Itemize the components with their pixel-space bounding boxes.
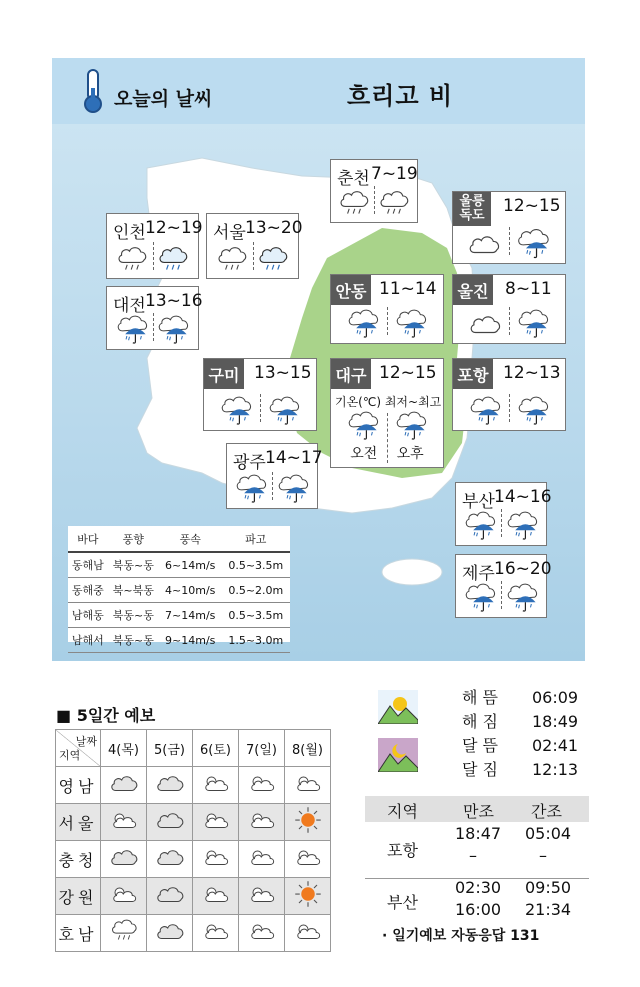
city-temp: 12~13 <box>503 363 561 383</box>
table-row: 남해동 북동~동 7~14m/s 0.5~3.5m <box>68 603 290 628</box>
umbrella-rain-icon <box>505 583 539 613</box>
forecast-row <box>56 841 331 878</box>
umbrella-rain-icon <box>276 474 310 504</box>
sea-header: 바다 <box>68 526 108 552</box>
forecast-title: ■ 5일간 예보 <box>56 706 156 725</box>
umbrella-rain-icon <box>267 396 301 426</box>
city-temp: 13~15 <box>254 363 312 383</box>
partly-cloudy-icon <box>293 773 323 793</box>
region-label: 강원 <box>56 878 101 915</box>
table-row: 동해남 북동~동 6~14m/s 0.5~3.5m <box>68 552 290 578</box>
forecast-row <box>56 915 331 952</box>
city-name: 서울 <box>213 223 246 243</box>
tide-row-pohang: 포항 18:47 – 05:04 – <box>365 822 589 879</box>
city-name: 인천 <box>113 223 146 243</box>
cloud-rain-icon <box>216 246 248 274</box>
partly-cloudy-icon <box>247 847 277 867</box>
city-box-uljin <box>452 274 566 344</box>
city-name: 대전 <box>113 296 146 316</box>
city-name: 제주 <box>462 564 495 584</box>
day-header: 4(목) <box>101 730 147 767</box>
cloudy-icon <box>155 847 185 867</box>
partly-cloudy-icon <box>201 847 231 867</box>
day-header: 8(월) <box>285 730 331 767</box>
city-box-ulleung-dokdo <box>452 191 566 264</box>
sunrise-icon <box>378 690 418 724</box>
partly-cloudy-icon <box>109 810 139 830</box>
partly-cloudy-icon <box>293 921 323 941</box>
city-tag: 울릉 독도 <box>453 192 491 226</box>
region-label: 충청 <box>56 841 101 878</box>
umbrella-rain-icon <box>516 396 550 426</box>
city-temp: 13~16 <box>145 291 203 311</box>
umbrella-rain-icon <box>515 229 551 259</box>
forecast-row <box>56 878 331 915</box>
header-title: 오늘의 날씨 <box>114 88 213 110</box>
partly-cloudy-icon <box>201 810 231 830</box>
map-header <box>52 58 585 124</box>
temp-legend: 기온(℃) 최저~최고 <box>335 395 442 409</box>
region-label: 서울 <box>56 804 101 841</box>
umbrella-rain-icon <box>463 583 497 613</box>
umbrella-rain-icon <box>394 309 428 339</box>
cloud-icon <box>467 231 501 257</box>
five-day-forecast-table <box>55 729 331 952</box>
sea-conditions-table <box>68 526 290 647</box>
cloud-rain-icon <box>257 246 289 274</box>
cloud-rain-icon <box>157 246 189 274</box>
tide-row-busan: 부산 02:30 16:00 09:50 21:34 <box>387 878 572 919</box>
am-label: 오전 <box>350 446 378 462</box>
city-tag: 포항 <box>453 359 493 389</box>
umbrella-rain-icon <box>394 411 428 441</box>
sunny-icon <box>293 805 323 835</box>
cloudy-icon <box>155 884 185 904</box>
cloud-rain-icon <box>109 919 139 943</box>
city-temp: 8~11 <box>505 279 552 299</box>
city-box-incheon <box>106 213 203 279</box>
umbrella-rain-icon <box>468 396 502 426</box>
city-box-daejeon <box>106 286 203 350</box>
city-box-jeju <box>455 554 552 618</box>
forecast-hotline-note: · 일기예보 자동응답 131 <box>382 928 540 944</box>
city-tag: 대구 <box>331 359 371 389</box>
region-label: 영남 <box>56 767 101 804</box>
region-label: 호남 <box>56 915 101 952</box>
sunrise-row: 해 뜸 06:09 <box>462 688 579 707</box>
day-header: 7(일) <box>239 730 285 767</box>
partly-cloudy-icon <box>247 810 277 830</box>
city-name: 춘천 <box>337 169 370 189</box>
sunny-icon <box>293 879 323 909</box>
city-box-gwangju <box>226 443 323 509</box>
city-tag: 안동 <box>331 275 371 305</box>
city-temp: 14~17 <box>265 448 323 468</box>
cloudy-icon <box>109 773 139 793</box>
city-box-seoul <box>206 213 303 279</box>
umbrella-rain-icon <box>463 511 497 541</box>
city-temp: 11~14 <box>379 279 437 299</box>
partly-cloudy-icon <box>247 921 277 941</box>
city-temp: 12~19 <box>145 218 203 238</box>
umbrella-rain-icon <box>234 474 268 504</box>
city-name: 광주 <box>233 453 266 473</box>
cloud-rain-icon <box>116 246 148 274</box>
moonset-row: 달 짐 12:13 <box>462 760 579 779</box>
umbrella-rain-icon <box>505 511 539 541</box>
table-row: 동해중 북~북동 4~10m/s 0.5~2.0m <box>68 578 290 603</box>
city-box-gumi <box>203 358 317 431</box>
moonrise-row: 달 뜸 02:41 <box>462 736 579 755</box>
cloudy-icon <box>155 810 185 830</box>
partly-cloudy-icon <box>201 773 231 793</box>
city-temp: 14~16 <box>494 487 552 507</box>
day-header: 6(토) <box>193 730 239 767</box>
city-tag: 울진 <box>453 275 493 305</box>
cloudy-icon <box>109 847 139 867</box>
city-temp: 12~15 <box>379 363 437 383</box>
sea-header: 풍속 <box>159 526 222 552</box>
umbrella-rain-icon <box>516 309 550 339</box>
city-box-andong <box>330 274 444 344</box>
city-box-pohang <box>452 358 566 431</box>
partly-cloudy-icon <box>201 884 231 904</box>
umbrella-rain-icon <box>346 411 380 441</box>
partly-cloudy-icon <box>247 884 277 904</box>
umbrella-rain-icon <box>219 396 253 426</box>
city-box-busan <box>455 482 552 546</box>
table-row: 남해서 북동~동 9~14m/s 1.5~3.0m <box>68 628 290 653</box>
moonrise-icon <box>378 738 418 772</box>
city-temp: 16~20 <box>494 559 552 579</box>
today-weather-summary: 흐리고 비 <box>347 82 454 110</box>
cloud-rain-icon <box>338 190 370 218</box>
tide-header: 지역 만조 간조 <box>365 796 589 822</box>
cloud-icon <box>468 311 502 337</box>
cloud-rain-icon <box>378 190 410 218</box>
city-name: 부산 <box>462 492 495 512</box>
city-box-chuncheon <box>330 159 418 223</box>
day-header: 5(금) <box>147 730 193 767</box>
partly-cloudy-icon <box>247 773 277 793</box>
corner-cell: 날짜 지역 <box>56 730 101 767</box>
city-temp: 12~15 <box>503 196 561 216</box>
partly-cloudy-icon <box>293 847 323 867</box>
partly-cloudy-icon <box>201 921 231 941</box>
city-box-daegu <box>330 358 444 468</box>
sunset-row: 해 짐 18:49 <box>462 712 579 731</box>
partly-cloudy-icon <box>109 884 139 904</box>
cloudy-icon <box>155 773 185 793</box>
umbrella-rain-icon <box>115 315 149 345</box>
thermometer-icon <box>80 68 106 114</box>
cloudy-icon <box>155 921 185 941</box>
umbrella-rain-icon <box>346 309 380 339</box>
city-temp: 7~19 <box>371 164 418 184</box>
sea-header: 풍향 <box>108 526 159 552</box>
city-tag: 구미 <box>204 359 244 389</box>
umbrella-rain-icon <box>156 315 190 345</box>
forecast-row <box>56 804 331 841</box>
forecast-row <box>56 767 331 804</box>
sea-header: 파고 <box>222 526 290 552</box>
pm-label: 오후 <box>396 446 424 462</box>
city-temp: 13~20 <box>245 218 303 238</box>
